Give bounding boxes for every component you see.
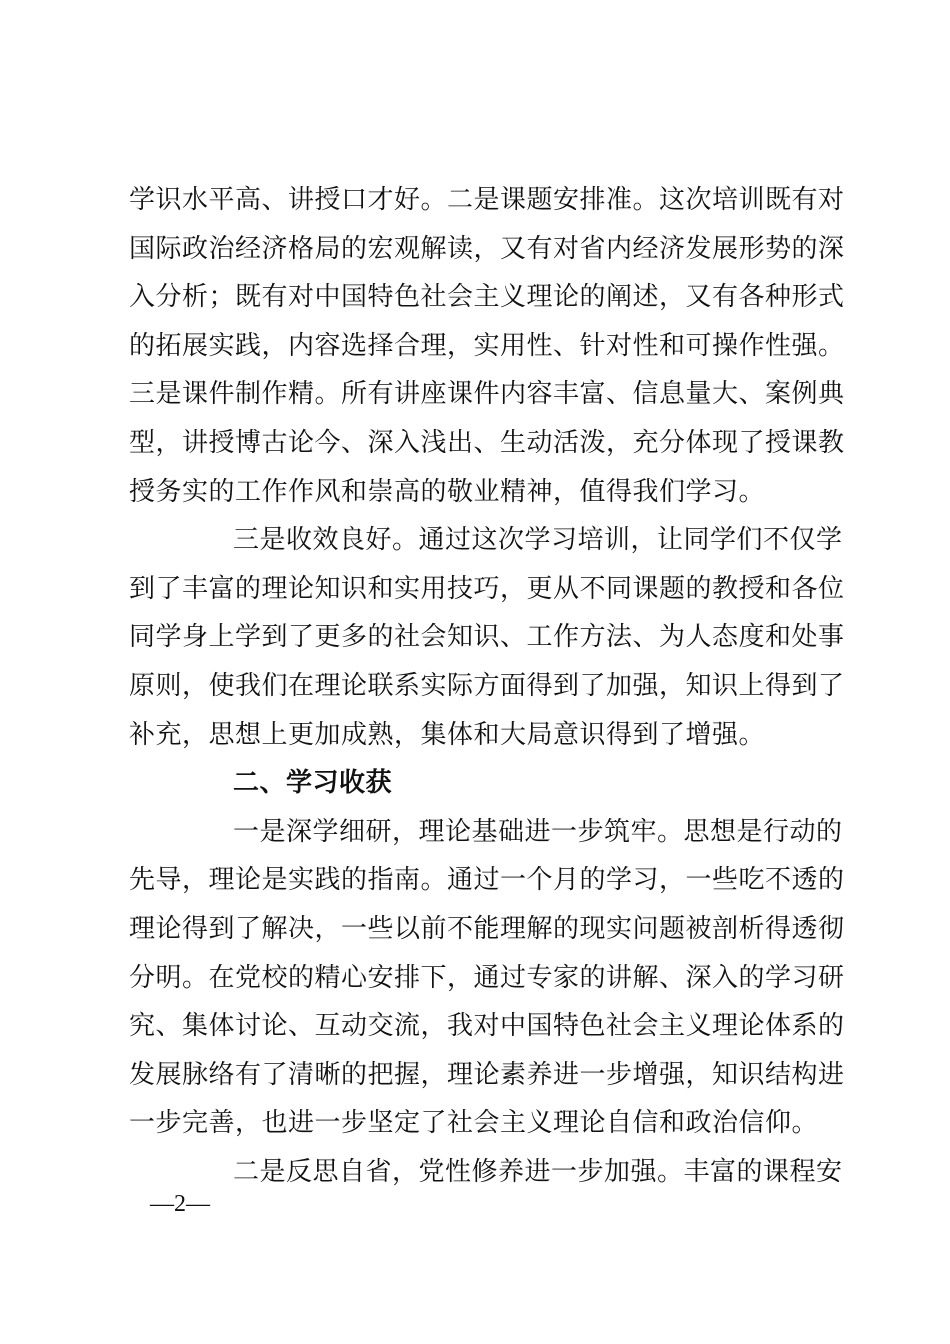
paragraph-start-line: 二是反思自省，党性修养进一步加强。丰富的课程安 [233, 1156, 843, 1187]
text-line: 学识水平高、讲授口才好。二是课题安排准。这次培训既有对 [129, 185, 845, 215]
text-line: 发展脉络有了清晰的把握，理论素养进一步增强，知识结构进 [129, 1059, 845, 1090]
text-line: 入分析；既有对中国特色社会主义理论的阐述，又有各种形式 [129, 282, 845, 313]
text-line: 分明。在党校的精心安排下，通过专家的讲解、深入的学习研 [129, 962, 845, 993]
section-heading: 二、学习收获 [233, 768, 393, 799]
page-number: —2— [150, 1191, 210, 1217]
text-line: 国际政治经济格局的宏观解读，又有对省内经济发展形势的深 [129, 233, 845, 264]
text-line: 理论得到了解决，一些以前不能理解的现实问题被剖析得透彻 [129, 913, 845, 944]
text-line: 补充，思想上更加成熟，集体和大局意识得到了增强。 [129, 719, 766, 750]
body-text [129, 176, 845, 1196]
paragraph-start-line: 三是收效良好。通过这次学习培训，让同学们不仅学 [233, 525, 843, 556]
paragraph-start-line: 一是深学细研，理论基础进一步筑牢。思想是行动的 [233, 816, 843, 847]
text-line: 同学身上学到了更多的社会知识、工作方法、为人态度和处事 [129, 622, 845, 653]
text-line: 三是课件制作精。所有讲座课件内容丰富、信息量大、案例典 [129, 379, 845, 410]
text-line: 到了丰富的理论知识和实用技巧，更从不同课题的教授和各位 [129, 573, 845, 604]
text-line: 一步完善，也进一步坚定了社会主义理论自信和政治信仰。 [129, 1108, 819, 1139]
text-line: 型，讲授博古论今、深入浅出、生动活泼，充分体现了授课教 [129, 427, 845, 458]
text-line: 授务实的工作作风和崇高的敬业精神，值得我们学习。 [129, 476, 766, 507]
text-line: 原则，使我们在理论联系实际方面得到了加强，知识上得到了 [129, 670, 845, 701]
text-line: 的拓展实践，内容选择合理，实用性、针对性和可操作性强。 [129, 330, 845, 361]
text-line: 究、集体讨论、互动交流，我对中国特色社会主义理论体系的 [129, 1011, 845, 1042]
text-line: 先导，理论是实践的指南。通过一个月的学习，一些吃不透的 [129, 865, 845, 896]
